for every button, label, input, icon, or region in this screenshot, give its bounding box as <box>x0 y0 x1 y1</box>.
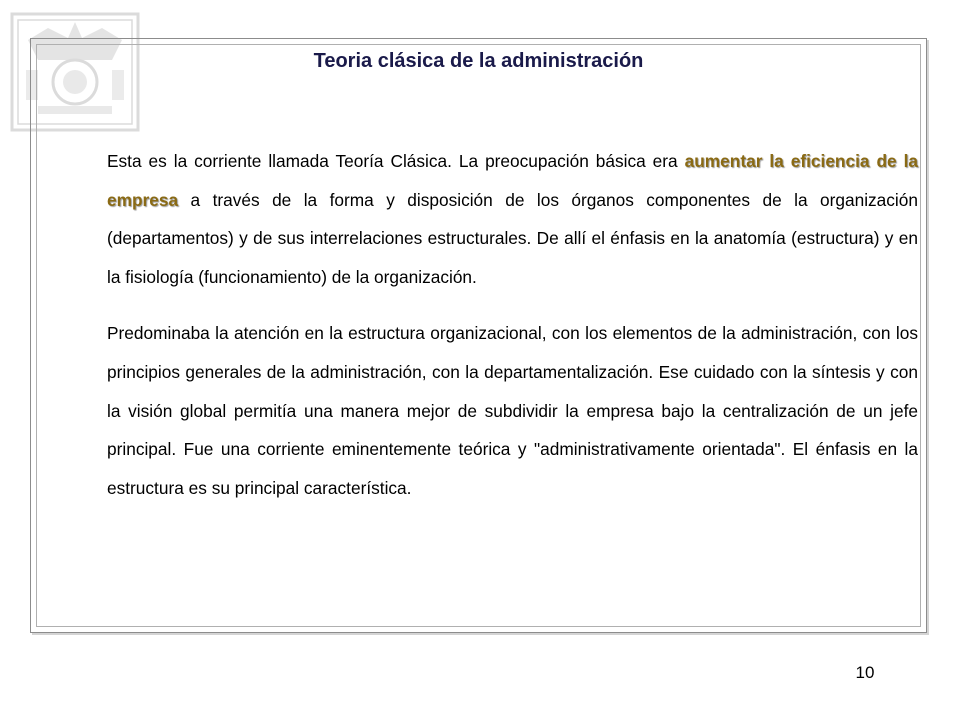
paragraph-2: Predominaba la atención en la estructura organizacional, con los elementos de la administración, con los principios generales de la administración, con la departamentalización. Ese cuidado con la síntesis y con la visión global permitía una manera mejor de subdividir la empresa bajo la centralización de un jefe principal. Fue una corriente eminentemente teórica y "administrativamente orientada". El énfasis en la estructura es su principal característica. <box>107 323 918 498</box>
paragraph-1-text-end: a través de la forma y disposición de los órganos componentes de la organización (departamentos) y de sus interrelaciones estructurales. De allí el énfasis en la anatomía (estructura) y en la fisiología (funcionamiento) de la organización. <box>107 189 918 287</box>
slide-body <box>107 142 918 525</box>
paragraph-1 <box>107 142 918 296</box>
slide-title: Teoria clásica de la administración <box>313 50 644 72</box>
emphasized-phrase: aumentar la eficiencia de la empresa <box>107 151 918 210</box>
paragraph-1-text-start: Esta es la corriente llamada Teoría Clásica. La preocupación básica era <box>107 151 685 171</box>
page-number: 10 <box>855 663 875 682</box>
